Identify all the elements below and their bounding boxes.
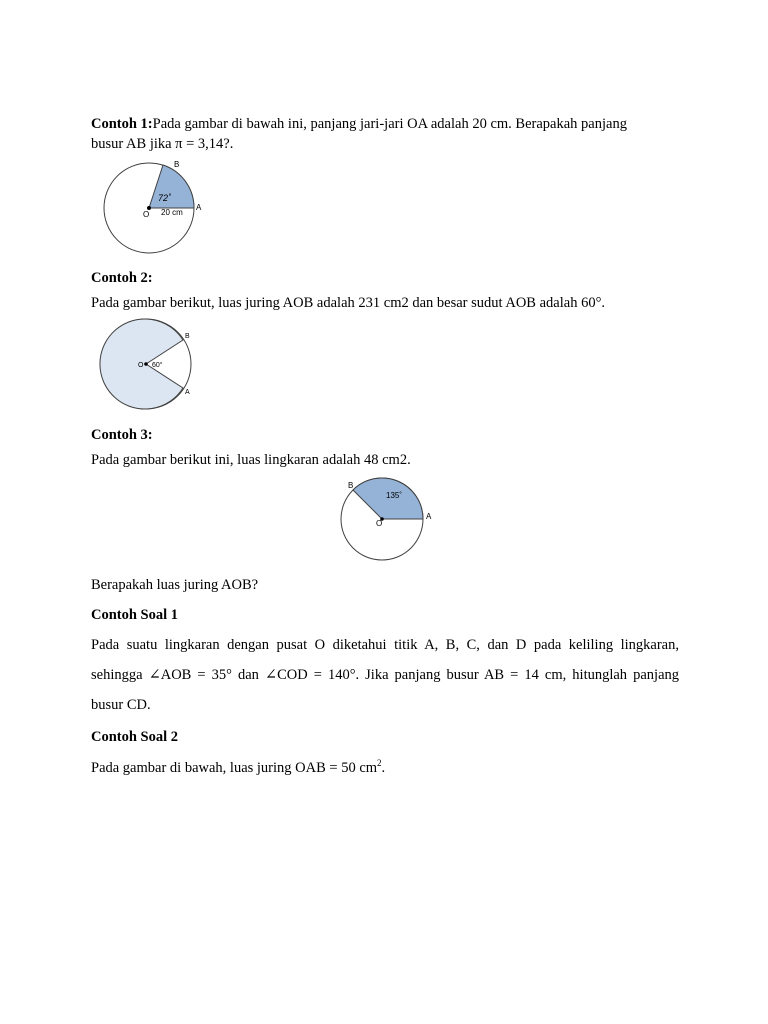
contoh3-question-text: Berapakah luas juring AOB? (91, 577, 259, 593)
soal1-text-line3: busur CD. (91, 697, 151, 713)
contoh2-label-a: A (185, 389, 190, 396)
contoh1-label-o: O (143, 210, 150, 219)
contoh2-label-o: O (138, 362, 144, 369)
contoh3-question (91, 575, 679, 595)
contoh1-text-line1: Pada gambar di bawah ini, panjang jari-jari OA adalah 20 cm. Berapakah panjang (152, 116, 627, 132)
contoh1-radius-label: 20 cm (161, 208, 183, 217)
soal1-body (91, 630, 679, 720)
contoh3-label-b: B (348, 481, 354, 490)
contoh1-title: Contoh 1: (91, 116, 153, 132)
contoh3-label-a: A (426, 512, 432, 521)
contoh3-text: Pada gambar berikut ini, luas lingkaran adalah 48 cm2. (91, 452, 411, 468)
contoh2-text: Pada gambar berikut, luas juring AOB adalah 231 cm2 dan besar sudut AOB adalah 60°. (91, 295, 605, 311)
soal2-text: Pada gambar di bawah, luas juring OAB = 50 cm (91, 760, 378, 776)
contoh3-angle-label: 135˚ (386, 491, 403, 500)
contoh1-angle-label: 72˚ (158, 193, 172, 203)
contoh1-label-b: B (174, 160, 180, 169)
contoh1-figure (100, 158, 212, 258)
soal1-section (91, 605, 679, 625)
soal2-body (91, 758, 679, 778)
soal1-text-line2: sehingga ∠AOB = 35° dan ∠COD = 140°. Jika panjang busur AB = 14 cm, hitunglah panjang (91, 667, 679, 683)
contoh1-paragraph (91, 114, 679, 154)
contoh2-label-b: B (185, 333, 190, 340)
contoh2-angle-label: 60° (152, 362, 163, 369)
soal2-section (91, 727, 679, 747)
contoh2-section (91, 269, 679, 313)
soal2-period: . (381, 760, 386, 776)
contoh3-section (91, 426, 679, 470)
soal2-superscript: 2 (377, 758, 382, 769)
contoh2-figure (97, 316, 197, 412)
soal1-text-line1: Pada suatu lingkaran dengan pusat O diketahui titik A, B, C, dan D pada keliling lingkaran, (91, 637, 679, 653)
soal2-title: Contoh Soal 2 (91, 729, 179, 745)
contoh3-title: Contoh 3: (91, 427, 153, 443)
contoh3-label-o: O (376, 519, 383, 528)
contoh1-label-a: A (196, 203, 202, 212)
soal1-title: Contoh Soal 1 (91, 607, 179, 623)
contoh3-figure (338, 476, 438, 566)
contoh2-center-dot (144, 362, 148, 366)
contoh2-title: Contoh 2: (91, 270, 153, 286)
contoh1-text-line2: busur AB jika π = 3,14?. (91, 136, 234, 152)
